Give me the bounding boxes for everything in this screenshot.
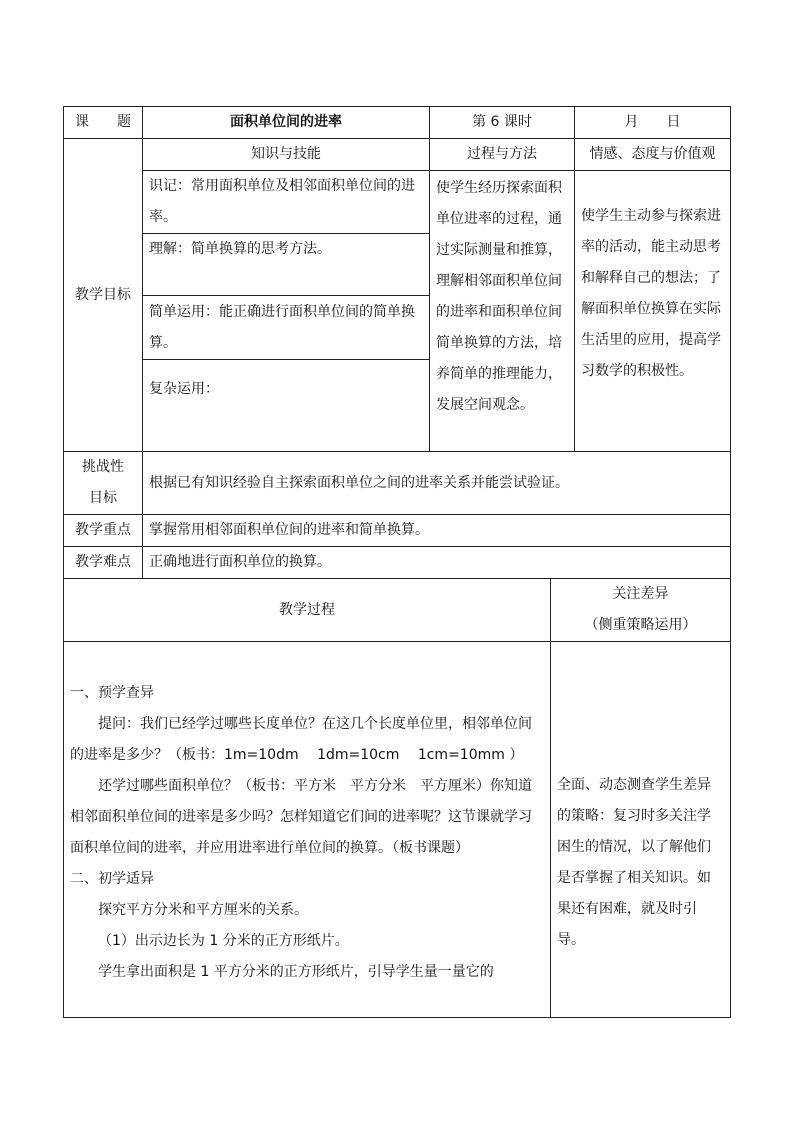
process-paragraph-2: 还学过哪些面积单位？（板书：平方米 平方分米 平方厘米）你知道相邻面积单位间的进率是多少吗？怎样知道它们间的进率呢？这节课就学习面积单位间的进率，并应用进率进行单位间的换算。（板书课题）	[70, 777, 532, 856]
goals-col-process: 过程与方法	[430, 139, 575, 171]
process-header: 教学过程	[64, 579, 551, 642]
process-header-row	[64, 579, 731, 642]
process-goal-text: 使学生经历探索面积单位进率的过程，通过实际测量和推算，理解相邻面积单位间的进率和面积单位间简单换算的方法，培养简单的推理能力，发展空间观念。	[430, 171, 575, 452]
process-body	[64, 642, 551, 1018]
attitude-goal-text: 使学生主动参与探索进率的活动，能主动思考和解释自己的想法；了解面积单位换算在实际生活里的应用，提高学习数学的积极性。	[575, 171, 731, 452]
date-field: 月 日	[575, 107, 731, 139]
challenge-text: 根据已有知识经验自主探索面积单位之间的进率关系并能尝试验证。	[143, 452, 731, 515]
header-row	[64, 107, 731, 139]
difficulty-label: 教学难点	[64, 547, 143, 579]
challenge-label-line2: 目标	[89, 490, 117, 506]
goals-label: 教学目标	[64, 139, 143, 452]
section-preview-heading: 一、预学查异	[70, 684, 154, 701]
challenge-label	[64, 452, 143, 515]
care-header	[551, 579, 731, 642]
process-paragraph-1: 提问：我们已经学过哪些长度单位？在这几个长度单位里，相邻单位间的进率是多少？（板书：1m=10dm 1dm=10cm 1cm=10mm ）	[70, 715, 532, 763]
section-initial-heading: 二、初学适异	[70, 870, 154, 887]
care-header-line1: 关注差异	[612, 586, 669, 602]
course-label: 课 题	[64, 107, 143, 139]
care-body: 全面、动态测查学生差异的策略：复习时多关注学困生的情况，以了解他们是否掌握了相关知识。如果还有困难，就及时引导。	[551, 642, 731, 1018]
knowledge-understand: 理解：简单换算的思考方法。	[143, 234, 430, 296]
key-point-text: 掌握常用相邻面积单位间的进率和简单换算。	[143, 515, 731, 547]
lesson-plan-table	[63, 106, 731, 1018]
difficulty-row	[64, 547, 731, 579]
care-header-line2: （侧重策略运用）	[584, 617, 697, 633]
process-body-row	[64, 642, 731, 1018]
goals-header-row	[64, 139, 731, 171]
process-paragraph-3: 探究平方分米和平方厘米的关系。	[98, 901, 308, 918]
goals-col-knowledge: 知识与技能	[143, 139, 430, 171]
process-paragraph-5: 学生拿出面积是 1 平方分米的正方形纸片，引导学生量一量它的	[98, 963, 494, 980]
key-point-row	[64, 515, 731, 547]
key-point-label: 教学重点	[64, 515, 143, 547]
process-paragraph-4: （1）出示边长为 1 分米的正方形纸片。	[98, 932, 349, 949]
challenge-label-line1: 挑战性	[82, 459, 124, 475]
goals-col-attitude: 情感、态度与价值观	[575, 139, 731, 171]
challenge-row	[64, 452, 731, 515]
knowledge-memorize: 识记：常用面积单位及相邻面积单位间的进率。	[143, 171, 430, 234]
lesson-number: 第 6 课时	[430, 107, 575, 139]
knowledge-apply-simple: 简单运用：能正确进行面积单位间的简单换算。	[143, 296, 430, 360]
knowledge-apply-complex: 复杂运用：	[143, 360, 430, 452]
difficulty-text: 正确地进行面积单位的换算。	[143, 547, 731, 579]
lesson-title: 面积单位间的进率	[143, 107, 430, 139]
